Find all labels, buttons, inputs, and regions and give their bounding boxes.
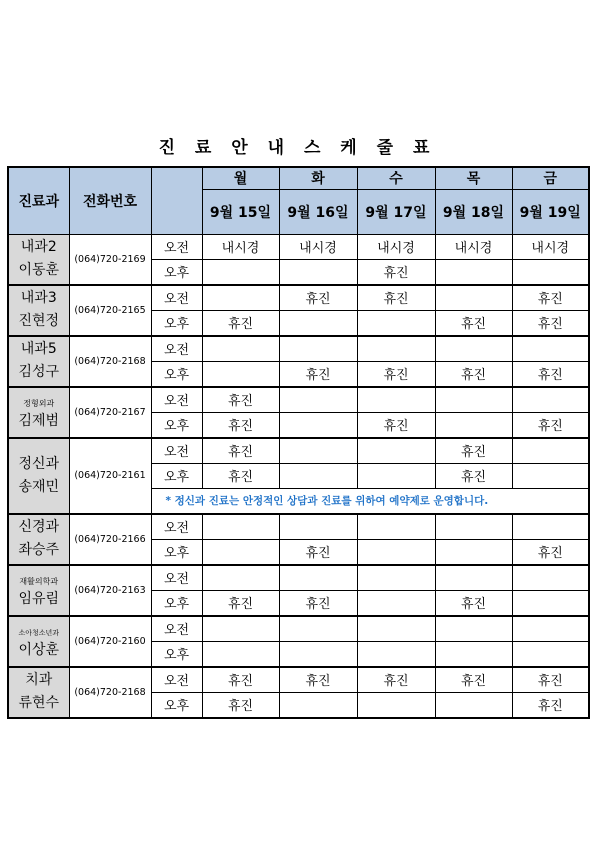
phone-cell: (064)720-2167 [69, 387, 151, 438]
schedule-cell: 휴진 [202, 412, 279, 438]
schedule-cell [279, 616, 357, 642]
slot-pm: 오후 [151, 463, 202, 488]
table-row [8, 514, 589, 540]
schedule-cell [202, 616, 279, 642]
schedule-cell [357, 438, 435, 464]
schedule-cell [357, 565, 435, 591]
schedule-cell [279, 438, 357, 464]
dept-cell [8, 387, 69, 438]
table-row [8, 336, 589, 362]
slot-pm: 오후 [151, 692, 202, 718]
date-header-mon: 9월 15일 [202, 189, 279, 234]
phone-cell: (064)720-2168 [69, 667, 151, 718]
table-row [8, 616, 589, 642]
schedule-cell [512, 641, 589, 667]
schedule-cell: 휴진 [202, 387, 279, 413]
schedule-cell [357, 692, 435, 718]
schedule-cell: 휴진 [512, 667, 589, 693]
phone-cell: (064)720-2166 [69, 514, 151, 565]
dept-cell [8, 234, 69, 285]
phone-cell: (064)720-2161 [69, 438, 151, 514]
dept-name: 내과2 [20, 239, 57, 255]
dept-name: 신경과 [18, 519, 60, 535]
schedule-cell: 휴진 [512, 412, 589, 438]
schedule-cell: 휴진 [202, 463, 279, 488]
dept-name: 정신과 [18, 455, 60, 472]
schedule-cell: 내시경 [357, 234, 435, 259]
table-row [8, 438, 589, 464]
schedule-cell: 휴진 [357, 361, 435, 387]
schedule-cell [279, 565, 357, 591]
schedule-cell [279, 514, 357, 540]
doctor-name: 김제범 [18, 412, 60, 429]
schedule-cell [512, 336, 589, 362]
schedule-cell [435, 616, 512, 642]
table-row [8, 565, 589, 591]
schedule-cell [357, 514, 435, 540]
schedule-cell [512, 438, 589, 464]
schedule-cell [435, 692, 512, 718]
dept-cell [8, 336, 69, 387]
schedule-cell [279, 692, 357, 718]
slot-am: 오전 [151, 616, 202, 642]
schedule-cell [435, 387, 512, 413]
schedule-cell [435, 641, 512, 667]
dept-cell [8, 667, 69, 718]
dept-cell [8, 438, 69, 514]
schedule-cell: 내시경 [279, 234, 357, 259]
schedule-cell [279, 387, 357, 413]
schedule-cell: 휴진 [512, 285, 589, 311]
dept-name: 내과3 [20, 290, 57, 306]
schedule-cell [435, 336, 512, 362]
schedule-cell [435, 514, 512, 540]
date-header-wed: 9월 17일 [357, 189, 435, 234]
phone-header: 전화번호 [69, 167, 151, 234]
schedule-cell: 내시경 [202, 234, 279, 259]
slot-am: 오전 [151, 565, 202, 591]
dept-cell [8, 565, 69, 616]
slot-header [151, 167, 202, 234]
dept-name: 치과 [25, 672, 53, 688]
slot-pm: 오후 [151, 361, 202, 387]
phone-cell: (064)720-2168 [69, 336, 151, 387]
slot-am: 오전 [151, 438, 202, 464]
schedule-cell: 휴진 [279, 361, 357, 387]
schedule-cell: 휴진 [357, 285, 435, 311]
doctor-name: 송재민 [18, 478, 60, 495]
phone-cell: (064)720-2169 [69, 234, 151, 285]
schedule-cell: 휴진 [435, 310, 512, 336]
schedule-cell: 휴진 [512, 539, 589, 565]
dept-name: 재활의학과 [19, 576, 59, 586]
schedule-cell [512, 616, 589, 642]
schedule-cell [512, 590, 589, 616]
schedule-cell [279, 412, 357, 438]
doctor-name: 임유림 [18, 590, 60, 607]
slot-pm: 오후 [151, 259, 202, 285]
page-title: 진 료 안 내 스 케 줄 표 [158, 138, 437, 158]
slot-pm: 오후 [151, 412, 202, 438]
slot-am: 오전 [151, 285, 202, 311]
schedule-cell: 내시경 [512, 234, 589, 259]
table-row [8, 667, 589, 693]
dept-name: 내과5 [20, 341, 57, 357]
phone-cell: (064)720-2163 [69, 565, 151, 616]
schedule-cell [357, 336, 435, 362]
schedule-cell: 휴진 [435, 667, 512, 693]
schedule-cell: 내시경 [435, 234, 512, 259]
schedule-cell: 휴진 [357, 259, 435, 285]
schedule-cell [435, 259, 512, 285]
slot-am: 오전 [151, 667, 202, 693]
schedule-cell [512, 387, 589, 413]
schedule-cell [357, 616, 435, 642]
schedule-cell [202, 565, 279, 591]
table-row [8, 285, 589, 311]
schedule-cell: 휴진 [202, 692, 279, 718]
day-header-tue: 화 [279, 167, 357, 189]
slot-am: 오전 [151, 336, 202, 362]
schedule-cell [357, 463, 435, 488]
schedule-cell [279, 463, 357, 488]
date-header-thu: 9월 18일 [435, 189, 512, 234]
reservation-note: * 정신과 진료는 안정적인 상담과 진료를 위하여 예약제로 운영합니다. [151, 488, 589, 514]
schedule-cell [202, 259, 279, 285]
schedule-cell: 휴진 [202, 590, 279, 616]
doctor-name: 진현정 [18, 313, 60, 329]
dept-name: 정형외과 [23, 398, 55, 408]
dept-name: 소아청소년과 [18, 628, 60, 637]
schedule-cell [279, 259, 357, 285]
day-header-mon: 월 [202, 167, 279, 189]
date-header-tue: 9월 16일 [279, 189, 357, 234]
slot-pm: 오후 [151, 641, 202, 667]
schedule-table [7, 166, 590, 719]
doctor-name: 이상훈 [18, 641, 60, 658]
dept-cell [8, 514, 69, 565]
schedule-cell: 휴진 [202, 438, 279, 464]
schedule-cell [357, 387, 435, 413]
schedule-cell [357, 310, 435, 336]
schedule-cell [202, 641, 279, 667]
day-header-fri: 금 [512, 167, 589, 189]
schedule-cell [435, 412, 512, 438]
doctor-name: 김성구 [18, 364, 60, 380]
schedule-cell [279, 336, 357, 362]
schedule-cell [435, 539, 512, 565]
schedule-cell [435, 565, 512, 591]
phone-cell: (064)720-2165 [69, 285, 151, 336]
schedule-cell [202, 336, 279, 362]
doctor-name: 좌승주 [18, 542, 60, 558]
dept-cell [8, 285, 69, 336]
day-header-thu: 목 [435, 167, 512, 189]
schedule-cell: 휴진 [435, 463, 512, 488]
schedule-cell [512, 463, 589, 488]
schedule-cell: 휴진 [435, 590, 512, 616]
schedule-cell [357, 590, 435, 616]
doctor-name: 류현수 [18, 695, 60, 711]
slot-am: 오전 [151, 387, 202, 413]
schedule-cell: 휴진 [357, 667, 435, 693]
schedule-cell: 휴진 [279, 539, 357, 565]
schedule-cell: 휴진 [357, 412, 435, 438]
slot-am: 오전 [151, 234, 202, 259]
schedule-cell [435, 285, 512, 311]
slot-pm: 오후 [151, 539, 202, 565]
schedule-cell: 휴진 [435, 361, 512, 387]
schedule-cell [202, 514, 279, 540]
schedule-cell: 휴진 [279, 667, 357, 693]
schedule-cell: 휴진 [512, 310, 589, 336]
schedule-cell: 휴진 [202, 667, 279, 693]
phone-cell: (064)720-2160 [69, 616, 151, 667]
schedule-cell: 휴진 [279, 285, 357, 311]
table-row [8, 234, 589, 259]
day-header-wed: 수 [357, 167, 435, 189]
slot-pm: 오후 [151, 310, 202, 336]
dept-header: 진료과 [8, 167, 69, 234]
schedule-body [8, 234, 589, 718]
schedule-cell [512, 259, 589, 285]
schedule-cell [279, 641, 357, 667]
schedule-cell: 휴진 [202, 310, 279, 336]
schedule-cell: 휴진 [279, 590, 357, 616]
schedule-cell [357, 641, 435, 667]
schedule-cell [279, 310, 357, 336]
schedule-cell [202, 539, 279, 565]
schedule-cell: 휴진 [512, 361, 589, 387]
table-row [8, 387, 589, 413]
slot-pm: 오후 [151, 590, 202, 616]
schedule-cell [357, 539, 435, 565]
date-header-fri: 9월 19일 [512, 189, 589, 234]
schedule-cell [202, 285, 279, 311]
schedule-cell [512, 565, 589, 591]
schedule-cell [512, 514, 589, 540]
dept-cell [8, 616, 69, 667]
schedule-cell: 휴진 [512, 692, 589, 718]
doctor-name: 이동훈 [18, 262, 60, 278]
schedule-cell: 휴진 [435, 438, 512, 464]
schedule-cell [202, 361, 279, 387]
slot-am: 오전 [151, 514, 202, 540]
